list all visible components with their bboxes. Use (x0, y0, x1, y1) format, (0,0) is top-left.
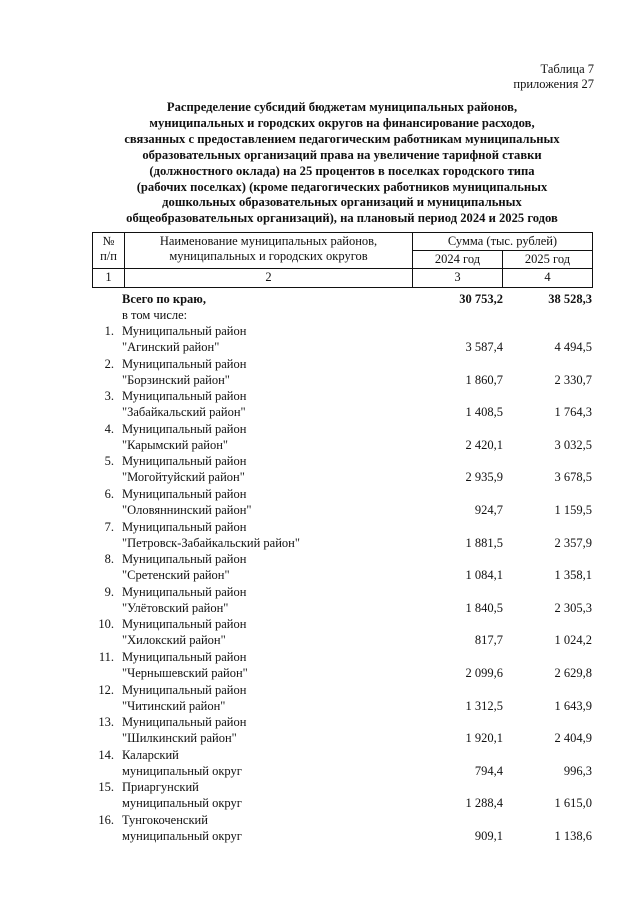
row-number: 10. (98, 617, 114, 631)
title-line: (должностного оклада) на 25 процентов в поселках городского типа (149, 163, 535, 178)
row-name-line1: Муниципальный район (122, 389, 247, 403)
row-name-line2: муниципальный округ (122, 796, 242, 810)
row-value-2024: 1 288,4 (465, 796, 503, 810)
row-value-2024: 2 420,1 (465, 438, 503, 452)
row-value-2025: 2 330,7 (554, 373, 592, 387)
table-reference (513, 62, 594, 92)
row-value-2025: 1 159,5 (554, 503, 592, 517)
row-value-2024: 1 881,5 (465, 536, 503, 550)
row-name-line1: Муниципальный район (122, 683, 247, 697)
header-col-index: 1 (105, 270, 112, 284)
header-vrule (592, 232, 593, 288)
title-line: связанных с предоставлением педагогическим работникам муниципальных (124, 131, 560, 146)
title-line: Распределение субсидий бюджетам муниципальных районов, (166, 100, 518, 114)
header-name-line1: Наименование муниципальных районов, (159, 234, 378, 248)
header-num (93, 234, 124, 264)
row-number: 5. (104, 454, 114, 468)
row-value-2024: 909,1 (474, 829, 503, 843)
appendix-label: приложения 27 (513, 77, 594, 91)
row-name-line1: Муниципальный район (122, 715, 247, 729)
row-value-2025: 1 643,9 (554, 699, 592, 713)
row-name-line1: Муниципальный район (122, 650, 247, 664)
header-sum: Сумма (тыс. рублей) (447, 234, 558, 248)
row-name-line1: Муниципальный район (122, 422, 247, 436)
row-number: 15. (98, 780, 114, 794)
title-line: (рабочих поселках) (кроме педагогических работников муниципальных (136, 179, 548, 194)
row-name-line1: Муниципальный район (122, 617, 247, 631)
row-value-2025: 1 615,0 (554, 796, 592, 810)
total-label: Всего по краю, (122, 292, 206, 306)
row-number: 7. (104, 520, 114, 534)
row-name-line2: "Шилкинский район" (122, 731, 237, 745)
row-value-2024: 3 587,4 (465, 340, 503, 354)
title-line: общеобразовательных организаций), на плановый период 2024 и 2025 годов (126, 211, 558, 226)
row-number: 16. (98, 813, 114, 827)
header-col-index: 4 (544, 270, 551, 284)
row-value-2024: 817,7 (474, 633, 503, 647)
row-number: 12. (98, 683, 114, 697)
row-name-line2: "Петровск-Забайкальский район" (122, 536, 300, 550)
subtotal-note: в том числе: (122, 308, 188, 322)
row-value-2024: 1 408,5 (465, 405, 503, 419)
row-name-line1: Муниципальный район (122, 324, 247, 338)
row-name-line2: муниципальный округ (122, 829, 242, 843)
header-mid-rule (92, 268, 593, 269)
row-number: 13. (98, 715, 114, 729)
header-name-line2: муниципальных и городских округов (169, 249, 368, 263)
row-value-2025: 4 494,5 (554, 340, 592, 354)
row-value-2025: 2 305,3 (554, 601, 592, 615)
row-number: 11. (98, 650, 114, 664)
table-label: Таблица 7 (540, 62, 594, 76)
row-name-line1: Приаргунский (122, 780, 199, 794)
row-name-line1: Муниципальный район (122, 487, 247, 501)
total-2024: 30 753,2 (459, 292, 503, 306)
row-value-2025: 1 138,6 (554, 829, 592, 843)
row-number: 2. (104, 357, 114, 371)
total-2025: 38 528,3 (548, 292, 592, 306)
row-name-line2: "Чернышевский район" (122, 666, 248, 680)
row-name-line1: Муниципальный район (122, 585, 247, 599)
row-value-2025: 996,3 (563, 764, 592, 778)
header-num-line1: № (102, 234, 115, 248)
row-name-line2: "Сретенский район" (122, 568, 230, 582)
row-value-2025: 1 358,1 (554, 568, 592, 582)
row-value-2025: 1 024,2 (554, 633, 592, 647)
row-number: 4. (104, 422, 114, 436)
row-name-line1: Каларский (122, 748, 179, 762)
row-value-2024: 1 312,5 (465, 699, 503, 713)
row-value-2025: 3 678,5 (554, 470, 592, 484)
row-name-line2: муниципальный округ (122, 764, 242, 778)
row-name-line2: "Хилокский район" (122, 633, 226, 647)
row-number: 14. (98, 748, 114, 762)
row-value-2025: 2 629,8 (554, 666, 592, 680)
header-col-index: 2 (265, 270, 272, 284)
row-value-2024: 2 935,9 (465, 470, 503, 484)
row-name-line2: "Улётовский район" (122, 601, 229, 615)
row-name-line2: "Борзинский район" (122, 373, 230, 387)
row-number: 6. (104, 487, 114, 501)
row-name-line2: "Агинский район" (122, 340, 220, 354)
title-line: муниципальных и городских округов на финансирование расходов, (149, 115, 535, 130)
row-name-line1: Муниципальный район (122, 552, 247, 566)
row-number: 1. (104, 324, 114, 338)
row-name-line1: Муниципальный район (122, 454, 247, 468)
row-name-line2: "Оловяннинский район" (122, 503, 252, 517)
row-value-2024: 1 860,7 (465, 373, 503, 387)
row-value-2024: 1 920,1 (465, 731, 503, 745)
row-name-line2: "Могойтуйский район" (122, 470, 245, 484)
row-value-2025: 2 404,9 (554, 731, 592, 745)
row-name-line1: Муниципальный район (122, 357, 247, 371)
row-value-2024: 1 840,5 (465, 601, 503, 615)
header-year-2025: 2025 год (524, 252, 571, 266)
row-name-line1: Муниципальный район (122, 520, 247, 534)
row-value-2025: 1 764,3 (554, 405, 592, 419)
header-bottom-rule (92, 287, 593, 288)
document-title (92, 100, 592, 227)
row-number: 8. (104, 552, 114, 566)
row-value-2024: 2 099,6 (465, 666, 503, 680)
row-value-2024: 924,7 (474, 503, 503, 517)
row-value-2024: 794,4 (474, 764, 503, 778)
row-number: 3. (104, 389, 114, 403)
row-value-2024: 1 084,1 (465, 568, 503, 582)
title-line: образовательных организаций права на увеличение тарифной ставки (142, 147, 542, 162)
header-year-2024: 2024 год (434, 252, 481, 266)
header-num-line2: п/п (100, 249, 117, 263)
row-name-line2: "Карымский район" (122, 438, 229, 452)
row-value-2025: 3 032,5 (554, 438, 592, 452)
table-header (92, 232, 593, 289)
row-name-line2: "Забайкальский район" (122, 405, 246, 419)
row-name-line1: Тунгокоченский (122, 813, 208, 827)
header-top-rule (92, 232, 593, 233)
row-value-2025: 2 357,9 (554, 536, 592, 550)
row-number: 9. (104, 585, 114, 599)
header-col-index: 3 (454, 270, 461, 284)
row-name-line2: "Читинский район" (122, 699, 226, 713)
header-name (125, 234, 412, 264)
title-line: дошкольных образовательных организаций и муниципальных (162, 195, 522, 210)
